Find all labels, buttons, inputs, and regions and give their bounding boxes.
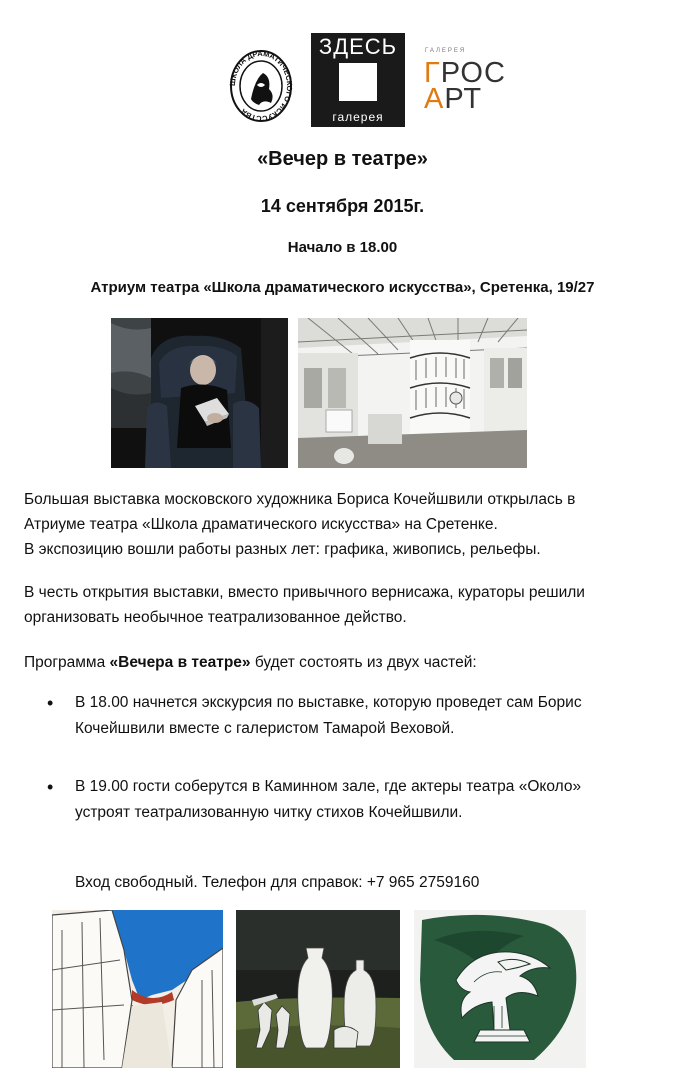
event-venue: Атриум театра «Школа драматического искусства», Сретенка, 19/27 [90, 279, 595, 296]
gros-logo-caption: ГАЛЕРЕЯ [425, 48, 467, 54]
zdes-logo-title: ЗДЕСЬ [318, 34, 398, 59]
opening-paragraph [24, 580, 669, 630]
event-title: «Вечер в театре» [257, 148, 428, 170]
zdes-gallery-logo [311, 33, 405, 127]
vases-and-figures-painting [236, 910, 400, 1068]
intro-line: Атриуме театра «Школа драматического искусства» на Сретенке. [24, 516, 498, 533]
opening-line: В честь открытия выставки, вместо привычного вернисажа, кураторы решили [24, 584, 585, 601]
list-item-line: устроят театрализованную читку стихов Кочейшвили. [75, 804, 463, 821]
program-paragraph [24, 650, 669, 675]
gros-art-logo [424, 48, 514, 122]
intro-paragraph [24, 487, 669, 562]
program-list [47, 690, 667, 826]
school-dramatic-art-seal-icon [229, 49, 293, 124]
intro-line: В экспозицию вошли работы разных лет: графика, живопись, рельефы. [24, 541, 541, 558]
list-item-line: Кочейшвили вместе с галеристом Тамарой Веховой. [75, 720, 455, 737]
artist-reading-photo [111, 318, 288, 468]
intro-line: Большая выставка московского художника Бориса Кочейшвили открылась в [24, 491, 576, 508]
theatre-atrium-photo [298, 318, 527, 468]
zdes-logo-subtitle: галерея [332, 110, 384, 124]
list-item [47, 774, 667, 826]
gros-logo-line2: АРТ [424, 83, 483, 115]
program-title: «Вечера в театре» [109, 654, 251, 671]
list-item [47, 690, 667, 742]
white-houses-painting [52, 910, 223, 1068]
green-relief-artwork [414, 910, 586, 1068]
svg-text:ШКОЛА ДРАМАТИЧЕСКОГО ИСКУССТВА: КОЛА ДРАМАТИЧЕС ГО ИСКУССТВА [229, 49, 293, 124]
entry-info: Вход свободный. Телефон для справок: +7 965 2759160 [75, 874, 480, 891]
list-item-line: • В 19.00 гости соберутся в Каминном зале, где актеры театра «Около» [75, 778, 582, 795]
program-text: Программа [24, 654, 110, 671]
opening-line: организовать необычное театрализованное действо. [24, 609, 407, 626]
event-date: 14 сентября 2015г. [260, 196, 425, 216]
seal-logo [229, 49, 293, 124]
list-item-line: • В 18.00 начнется экскурсия по выставке, которую проведет сам Борис [75, 694, 582, 711]
gros-logo-line1: ГРОС [424, 57, 506, 89]
event-start-time: Начало в 18.00 [287, 239, 398, 256]
zdes-logo-square [339, 63, 377, 101]
program-text: будет состоять из двух частей: [250, 654, 477, 671]
